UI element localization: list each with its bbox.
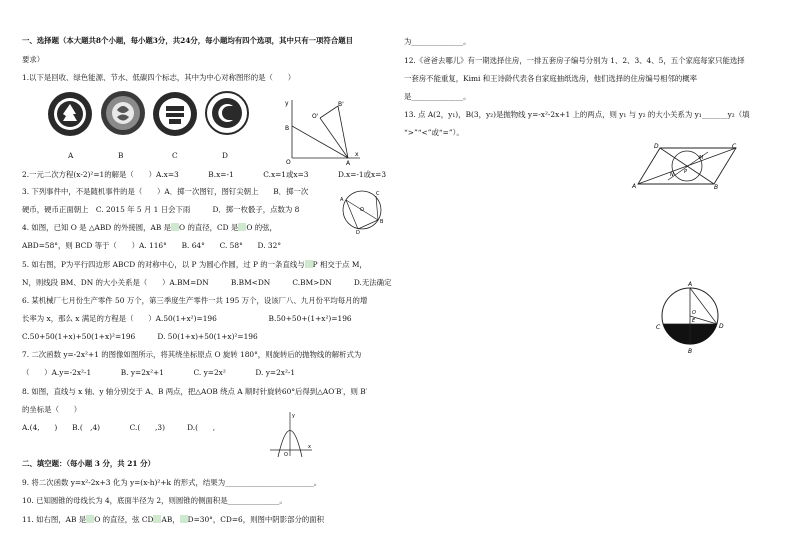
- fig8-label-b: B: [285, 125, 290, 132]
- question-8-options: A.(4, ) B.( ,4) C.( ,3) D.( ,: [22, 423, 216, 432]
- fig4-label-b: B: [380, 219, 384, 225]
- fig11-label-d: D: [719, 323, 724, 330]
- fig5-label-d: D: [654, 143, 659, 150]
- question-11: 11. 如右图，AB 是 O 的直径，弦 CD AB， D=30°，CD=6，则图中阴影部分的面积: [22, 515, 325, 524]
- fig7-label-y: y: [292, 413, 295, 419]
- question-10: 10. 已知圆锥的母线长为 4，底面半径为 2，则圆锥的侧面积是______________。: [22, 496, 287, 505]
- option-label-a: A: [68, 151, 74, 160]
- recycle-logo-icon: [47, 91, 93, 137]
- fig11-label-c: C: [656, 324, 661, 331]
- question-5-line1: 5. 如右图，P为平行四边形 ABCD 的对称中心，以 P 为圆心作圆，过 P 的一条直线与 P 相交于点 M，: [22, 260, 367, 269]
- section1-title: 一、选择题（本大题共8个小题，每小题3分，共24分，每小题均有四个选项，其中只有一项符合题目: [22, 36, 353, 45]
- fig11-label-b: B: [688, 348, 693, 355]
- option-label-c: C: [172, 151, 178, 160]
- question-12-line2: 一套房不能重复，Kimi 和王诗龄代表各自家庭抽纸选房，他们选择的住房编号相邻的概率: [404, 74, 698, 83]
- fig8-label-o-prime: O': [312, 113, 319, 120]
- rotation-axes-figure: [282, 96, 362, 166]
- fig5-label-p: P: [684, 169, 688, 175]
- question-5-line2: N，则线段 BM、DN 的大小关系是（ ）A.BM=DN B.BM<DN C.BM>DN D.无法确定: [22, 278, 392, 287]
- low-carbon-logo-icon: [205, 91, 249, 135]
- fig5-label-m: M: [699, 155, 704, 161]
- fig4-label-c: C: [376, 191, 380, 197]
- question-6-line3: C.50+50(1+x)+50(1+x)²=196 D. 50(1+x)+50(1+x)²=196: [22, 332, 258, 341]
- circumcircle-figure: [338, 186, 386, 234]
- fig8-label-a: A: [346, 160, 351, 166]
- question-7-line2: （ ）A.y=-2x²-1 B. y=2x²+1 C. y=2x² D. y=2x²-1: [22, 368, 296, 377]
- shaded-circle-figure: [654, 280, 726, 358]
- question-3-line2: 硬币，硬币正面朝上 C. 2015 年 5 月 1 日会下雨 D．掷一枚骰子，点数为 8: [22, 205, 300, 214]
- question-11-answer-line: 为______________。: [404, 37, 471, 46]
- question-9: 9. 将二次函数 y=x²-2x+3 化为 y=(x-h)²+k 的形式，结果为________________________。: [22, 478, 322, 487]
- fig8-label-o: O: [286, 159, 291, 166]
- question-3-line1: 3. 下列事件中，不是随机事件的是（ ）A．掷一次图钉，图钉尖朝上 B．掷一次: [22, 187, 309, 196]
- fig7-label-x: x: [308, 444, 311, 450]
- fig11-label-e: E: [692, 318, 696, 324]
- parabola-figure: [268, 410, 314, 458]
- question-1: 1.以下是回收、绿色能源、节水、低碳四个标志，其中为中心对称图形的是（ ）: [22, 73, 296, 82]
- question-2: 2.一元二次方程(x-2)²=1的解是（ ）A.x=3 B.x=-1 C.x=1或x=3 D.x=-1或x=3: [22, 170, 387, 179]
- question-8-line1: 8. 如图，直线与 x 轴、y 轴分别交于 A、B 两点，把△AOB 绕点 A 顺时针旋转60°后得到△AO′B′，则 B′: [22, 387, 368, 396]
- fig7-label-o: O: [284, 452, 288, 458]
- question-13-line1: 13. 点 A(2，y₁)，B(3，y₂)是抛物线 y=-x²-2x+1 上的两点，则 y₁ 与 y₂ 的大小关系为 y₁_______y₂（填: [404, 110, 750, 119]
- water-saving-logo-icon: [152, 91, 198, 137]
- fig8-label-b-prime: B': [338, 101, 344, 108]
- question-6-line2: 长率为 x，那么 x 满足的方程是（ ）A.50(1+x²)=196 B.50+50+(1+x²)=196: [22, 314, 352, 323]
- fig8-label-y: y: [285, 100, 289, 107]
- fig5-label-a: A: [632, 183, 637, 190]
- fig4-label-a: A: [340, 197, 344, 203]
- fig5-label-c: C: [732, 143, 737, 150]
- fig11-label-o: O: [692, 310, 696, 316]
- green-energy-logo-icon: [100, 90, 146, 136]
- fig4-label-o: O: [360, 207, 364, 213]
- question-12-line3: 是______________。: [404, 92, 471, 101]
- question-7-line1: 7. 二次函数 y=-2x²+1 的图像如图所示，将其绕坐标原点 O 旋转 180°，则旋转后的抛物线的解析式为: [22, 350, 362, 359]
- parallelogram-circle-figure: [628, 140, 740, 190]
- section1-title-cont: 要求）: [22, 55, 45, 64]
- question-4-line2: ABD=58°，则 BCD 等于（ ）A. 116° B. 64° C. 58° D. 32°: [22, 241, 282, 250]
- fig4-label-d: D: [356, 230, 360, 234]
- fig5-label-n: N: [670, 172, 674, 178]
- fig5-label-b: B: [714, 184, 719, 190]
- question-8-line2: 的坐标是（ ）: [22, 405, 82, 414]
- section2-title: 二、填空题：（每小题 3 分，共 21 分）: [22, 459, 155, 468]
- question-6-line1: 6. 某机械厂七月份生产零件 50 万个，第三季度生产零件一共 195 万个，设该厂八、九月份平均每月的增: [22, 296, 368, 305]
- option-label-b: B: [118, 151, 124, 160]
- question-12-line1: 12.《爸爸去哪儿》有一期选择住房，一排五套房子编号分别为 1、2、3、4、5，五个家庭每家只能选择: [404, 56, 745, 65]
- option-label-d: D: [222, 151, 228, 160]
- question-4-line1: 4. 如图，已知 O 是 △ABD 的外接圆，AB 是 O 的直径，CD 是 O 的弦，: [22, 223, 277, 232]
- fig8-label-x: x: [355, 151, 359, 158]
- question-13-line2: “>”“<”或“=”）。: [404, 128, 464, 137]
- fig11-label-a: A: [688, 281, 693, 288]
